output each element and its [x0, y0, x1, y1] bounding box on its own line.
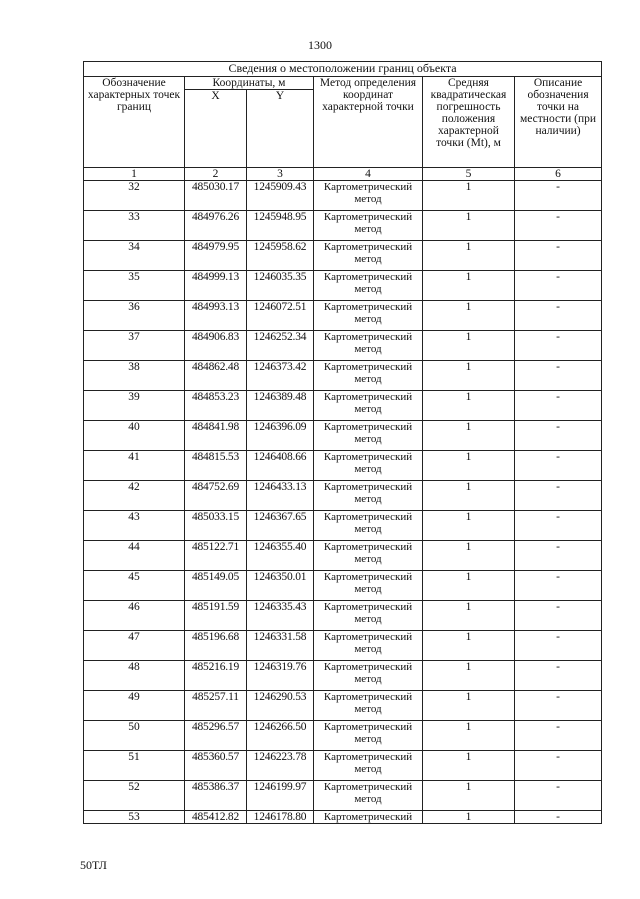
method: Картометрический метод: [314, 751, 423, 781]
point-description: -: [515, 241, 602, 271]
y-coordinate: 1246367.65: [247, 511, 314, 541]
mt-value: 1: [423, 691, 515, 721]
x-coordinate: 485360.57: [185, 751, 247, 781]
table-row: [84, 661, 602, 691]
mt-value: 1: [423, 271, 515, 301]
method: Картометрический метод: [314, 781, 423, 811]
method: Картометрический метод: [314, 541, 423, 571]
table-row: [84, 361, 602, 391]
mt-value: 1: [423, 241, 515, 271]
point-description: -: [515, 661, 602, 691]
y-coordinate: 1245958.62: [247, 241, 314, 271]
table-row: [84, 511, 602, 541]
mt-value: 1: [423, 601, 515, 631]
point-id: 35: [84, 271, 185, 301]
method: Картометрический метод: [314, 181, 423, 211]
y-coordinate: 1246396.09: [247, 421, 314, 451]
table-row: [84, 241, 602, 271]
method: Картометрический метод: [314, 691, 423, 721]
mt-value: 1: [423, 211, 515, 241]
x-coordinate: 484993.13: [185, 301, 247, 331]
mt-value: 1: [423, 751, 515, 781]
method: Картометрический метод: [314, 331, 423, 361]
point-description: -: [515, 301, 602, 331]
boundary-points-table: [83, 61, 602, 824]
point-description: -: [515, 211, 602, 241]
header-mt: Средняя квадратическая погрешность положения характерной точки (Mt), м: [423, 77, 515, 168]
x-coordinate: 485257.11: [185, 691, 247, 721]
point-description: -: [515, 691, 602, 721]
x-coordinate: 484752.69: [185, 481, 247, 511]
point-id: 38: [84, 361, 185, 391]
point-id: 50: [84, 721, 185, 751]
x-coordinate: 485030.17: [185, 181, 247, 211]
table-row: [84, 721, 602, 751]
point-description: -: [515, 571, 602, 601]
method: Картометрический метод: [314, 301, 423, 331]
x-coordinate: 484853.23: [185, 391, 247, 421]
point-id: 43: [84, 511, 185, 541]
point-description: -: [515, 511, 602, 541]
table-row: [84, 571, 602, 601]
header-description: Описание обозначения точки на местности (при наличии): [515, 77, 602, 168]
table-row: [84, 181, 602, 211]
mt-value: 1: [423, 181, 515, 211]
method: Картометрический: [314, 811, 423, 824]
point-id: 33: [84, 211, 185, 241]
column-number: 2: [185, 168, 247, 181]
x-coordinate: 484979.95: [185, 241, 247, 271]
mt-value: 1: [423, 631, 515, 661]
mt-value: 1: [423, 661, 515, 691]
x-coordinate: 484999.13: [185, 271, 247, 301]
point-description: -: [515, 601, 602, 631]
x-coordinate: 484976.26: [185, 211, 247, 241]
point-description: -: [515, 331, 602, 361]
y-coordinate: 1246350.01: [247, 571, 314, 601]
point-id: 37: [84, 331, 185, 361]
table-row: [84, 751, 602, 781]
table-row: [84, 481, 602, 511]
method: Картометрический метод: [314, 391, 423, 421]
x-coordinate: 485296.57: [185, 721, 247, 751]
point-id: 32: [84, 181, 185, 211]
mt-value: 1: [423, 421, 515, 451]
x-coordinate: 484862.48: [185, 361, 247, 391]
table-row: [84, 391, 602, 421]
table-row: [84, 331, 602, 361]
method: Картометрический метод: [314, 631, 423, 661]
table-row: [84, 451, 602, 481]
y-coordinate: 1246355.40: [247, 541, 314, 571]
x-coordinate: 485386.37: [185, 781, 247, 811]
page-number: 1300: [308, 38, 332, 52]
y-coordinate: 1246408.66: [247, 451, 314, 481]
point-id: 52: [84, 781, 185, 811]
point-id: 51: [84, 751, 185, 781]
point-description: -: [515, 811, 602, 824]
point-id: 46: [84, 601, 185, 631]
mt-value: 1: [423, 721, 515, 751]
header-y: Y: [247, 90, 314, 168]
y-coordinate: 1246035.35: [247, 271, 314, 301]
x-coordinate: 485196.68: [185, 631, 247, 661]
y-coordinate: 1246290.53: [247, 691, 314, 721]
point-description: -: [515, 541, 602, 571]
mt-value: 1: [423, 781, 515, 811]
x-coordinate: 485216.19: [185, 661, 247, 691]
y-coordinate: 1246223.78: [247, 751, 314, 781]
x-coordinate: 484906.83: [185, 331, 247, 361]
method: Картометрический метод: [314, 421, 423, 451]
x-coordinate: 485122.71: [185, 541, 247, 571]
mt-value: 1: [423, 331, 515, 361]
mt-value: 1: [423, 481, 515, 511]
header-x: X: [185, 90, 247, 168]
y-coordinate: 1246319.76: [247, 661, 314, 691]
point-description: -: [515, 721, 602, 751]
point-id: 39: [84, 391, 185, 421]
mt-value: 1: [423, 451, 515, 481]
method: Картометрический метод: [314, 271, 423, 301]
point-id: 45: [84, 571, 185, 601]
point-description: -: [515, 391, 602, 421]
column-number: 4: [314, 168, 423, 181]
mt-value: 1: [423, 511, 515, 541]
y-coordinate: 1245909.43: [247, 181, 314, 211]
x-coordinate: 485149.05: [185, 571, 247, 601]
y-coordinate: 1246373.42: [247, 361, 314, 391]
column-number: 6: [515, 168, 602, 181]
point-id: 49: [84, 691, 185, 721]
mt-value: 1: [423, 571, 515, 601]
point-id: 44: [84, 541, 185, 571]
table-title: Сведения о местоположении границ объекта: [84, 62, 602, 77]
point-id: 36: [84, 301, 185, 331]
point-id: 53: [84, 811, 185, 824]
method: Картометрический метод: [314, 211, 423, 241]
table-row: [84, 691, 602, 721]
x-coordinate: 484841.98: [185, 421, 247, 451]
method: Картометрический метод: [314, 661, 423, 691]
point-id: 34: [84, 241, 185, 271]
y-coordinate: 1246252.34: [247, 331, 314, 361]
y-coordinate: 1245948.95: [247, 211, 314, 241]
column-number: 3: [247, 168, 314, 181]
header-coordinates: Координаты, м: [185, 77, 314, 90]
table-row: [84, 271, 602, 301]
method: Картометрический метод: [314, 601, 423, 631]
point-description: -: [515, 451, 602, 481]
x-coordinate: 485033.15: [185, 511, 247, 541]
method: Картометрический метод: [314, 451, 423, 481]
table-row: [84, 421, 602, 451]
table-row: [84, 631, 602, 661]
table-row: [84, 541, 602, 571]
mt-value: 1: [423, 541, 515, 571]
y-coordinate: 1246335.43: [247, 601, 314, 631]
table-row: [84, 811, 602, 824]
y-coordinate: 1246199.97: [247, 781, 314, 811]
y-coordinate: 1246072.51: [247, 301, 314, 331]
mt-value: 1: [423, 391, 515, 421]
table-row: [84, 601, 602, 631]
method: Картометрический метод: [314, 511, 423, 541]
column-number-row: [84, 168, 602, 181]
point-description: -: [515, 781, 602, 811]
x-coordinate: 485412.82: [185, 811, 247, 824]
method: Картометрический метод: [314, 571, 423, 601]
point-id: 47: [84, 631, 185, 661]
mt-value: 1: [423, 811, 515, 824]
header-point: Обозначение характерных точек границ: [84, 77, 185, 168]
point-description: -: [515, 271, 602, 301]
point-description: -: [515, 751, 602, 781]
table-row: [84, 211, 602, 241]
method: Картометрический метод: [314, 481, 423, 511]
y-coordinate: 1246331.58: [247, 631, 314, 661]
column-number: 5: [423, 168, 515, 181]
y-coordinate: 1246178.80: [247, 811, 314, 824]
method: Картометрический метод: [314, 361, 423, 391]
table-row: [84, 301, 602, 331]
point-id: 48: [84, 661, 185, 691]
x-coordinate: 484815.53: [185, 451, 247, 481]
method: Картометрический метод: [314, 241, 423, 271]
point-id: 40: [84, 421, 185, 451]
point-id: 41: [84, 451, 185, 481]
x-coordinate: 485191.59: [185, 601, 247, 631]
method: Картометрический метод: [314, 721, 423, 751]
y-coordinate: 1246266.50: [247, 721, 314, 751]
point-description: -: [515, 421, 602, 451]
point-id: 42: [84, 481, 185, 511]
header-method: Метод определения координат характерной точки: [314, 77, 423, 168]
point-description: -: [515, 481, 602, 511]
table-row: [84, 781, 602, 811]
column-number: 1: [84, 168, 185, 181]
y-coordinate: 1246433.13: [247, 481, 314, 511]
point-description: -: [515, 631, 602, 661]
y-coordinate: 1246389.48: [247, 391, 314, 421]
footer-code: 50ТЛ: [80, 858, 107, 872]
mt-value: 1: [423, 301, 515, 331]
mt-value: 1: [423, 361, 515, 391]
point-description: -: [515, 181, 602, 211]
point-description: -: [515, 361, 602, 391]
